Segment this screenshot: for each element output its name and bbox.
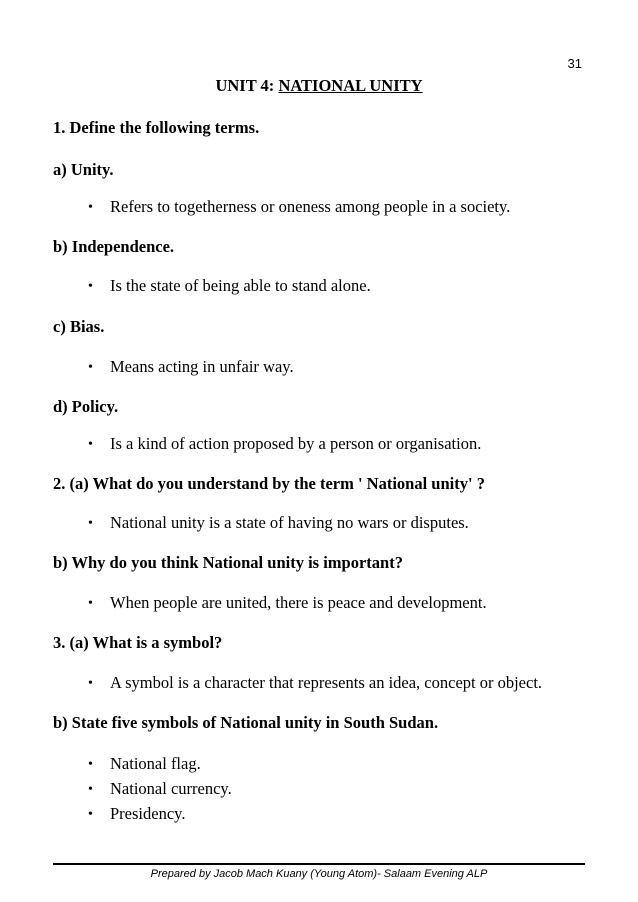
footer-divider: [53, 863, 585, 865]
bullet-icon: •: [88, 279, 93, 294]
bullet-text: Refers to togetherness or oneness among people in a society.: [110, 197, 511, 216]
bullet-item: [88, 779, 232, 799]
bullet-icon: •: [88, 200, 93, 215]
question-3a: 3. (a) What is a symbol?: [53, 633, 223, 652]
bullet-icon: •: [88, 676, 93, 691]
bullet-item: [88, 276, 371, 296]
footer-text: Prepared by Jacob Mach Kuany (Young Atom)- Salaam Evening ALP: [150, 868, 488, 880]
bullet-icon: •: [88, 757, 93, 772]
bullet-item: [88, 197, 510, 217]
bullet-icon: •: [88, 516, 93, 531]
bullet-icon: •: [88, 596, 93, 611]
bullet-item: [88, 434, 481, 454]
term-unity: a) Unity.: [53, 160, 114, 179]
bullet-icon: •: [88, 360, 93, 375]
bullet-icon: •: [88, 782, 93, 797]
bullet-text: Is the state of being able to stand alone.: [110, 276, 371, 295]
term-policy: d) Policy.: [53, 397, 119, 416]
unit-prefix: UNIT 4:: [215, 76, 279, 95]
bullet-item: [88, 754, 201, 774]
bullet-text: Presidency.: [110, 804, 186, 823]
bullet-item: [88, 593, 487, 613]
question-2b: b) Why do you think National unity is important?: [53, 553, 403, 572]
bullet-icon: •: [88, 807, 93, 822]
bullet-text: When people are united, there is peace and development.: [110, 593, 487, 612]
bullet-text: National flag.: [110, 754, 201, 773]
page-number: 31: [567, 56, 582, 71]
term-bias: c) Bias.: [53, 317, 105, 336]
bullet-text: National currency.: [110, 779, 232, 798]
term-independence: b) Independence.: [53, 237, 175, 256]
question-2a: 2. (a) What do you understand by the term ' National unity' ?: [53, 474, 485, 493]
bullet-item: [88, 673, 542, 693]
bullet-item: [88, 804, 185, 824]
bullet-text: A symbol is a character that represents an idea, concept or object.: [110, 673, 543, 692]
question-3b: b) State five symbols of National unity in South Sudan.: [53, 713, 439, 732]
bullet-text: Is a kind of action proposed by a person or organisation.: [110, 434, 482, 453]
unit-title: [0, 76, 638, 96]
bullet-text: Means acting in unfair way.: [110, 357, 294, 376]
question-1: 1. Define the following terms.: [53, 118, 260, 137]
unit-name: NATIONAL UNITY: [278, 76, 423, 95]
bullet-item: [88, 357, 294, 377]
bullet-icon: •: [88, 437, 93, 452]
bullet-text: National unity is a state of having no wars or disputes.: [110, 513, 469, 532]
bullet-item: [88, 513, 469, 533]
